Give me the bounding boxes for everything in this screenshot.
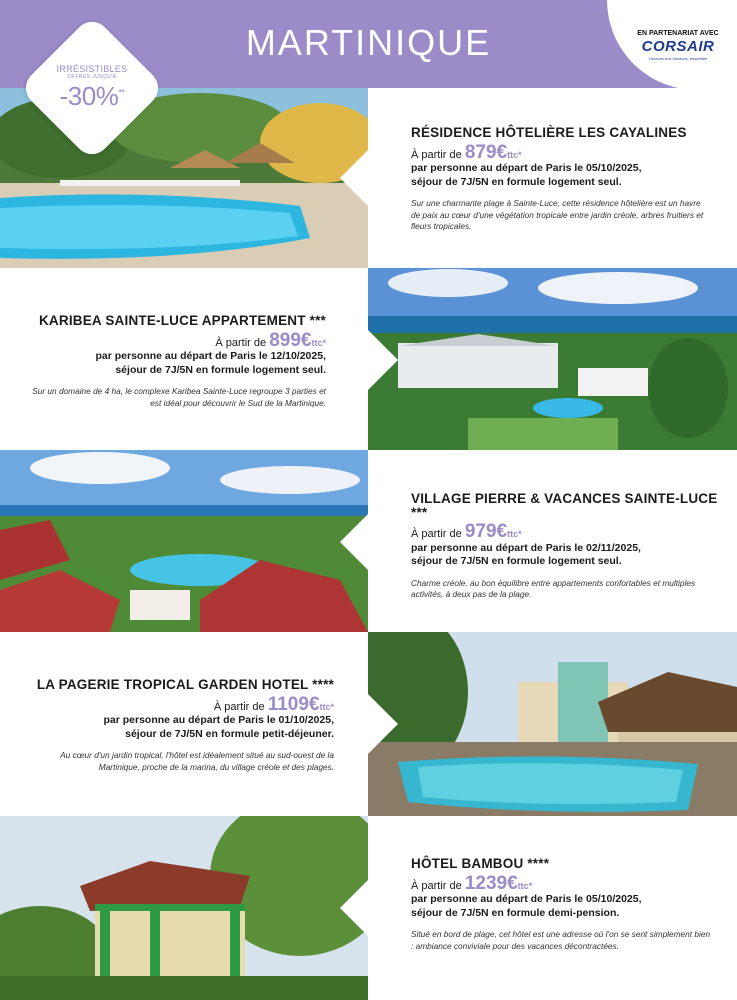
hotel-description: Au cœur d'un jardin tropical, l'hôtel est idéalement situé au sud-ouest de la Martinique, proche de la marina, du village créole et des plages. xyxy=(60,750,334,772)
price-line: À partir de 1109€ttc* xyxy=(213,693,334,715)
offer-cayalines xyxy=(411,126,711,233)
offer-pierre-vacances xyxy=(411,492,721,601)
price: 1239€ xyxy=(464,872,518,894)
offer-pagerie xyxy=(20,678,334,773)
promo-discount: -30%** xyxy=(59,81,125,111)
stay-text: séjour de 7J/5N en formule petit-déjeuner. xyxy=(125,727,334,740)
departure-text: par personne au départ de Paris le 05/10/2025, xyxy=(411,893,642,905)
hotel-description: Situé en bord de plage, cet hôtel est une adresse où l'on se sent simplement bien : ambiance conviviale pour des vacances décontractées. xyxy=(411,929,711,951)
price: 879€ xyxy=(464,141,508,163)
offer-karibea xyxy=(20,314,326,409)
promo-line2: OFFRES JUSQU'À xyxy=(67,74,117,80)
photo-bambou xyxy=(0,816,368,1000)
photo-pierre-vacances xyxy=(0,450,368,632)
stay-text: séjour de 7J/5N en formule logement seul. xyxy=(411,175,622,188)
price: 899€ xyxy=(269,329,312,351)
hotel-name: LA PAGERIE TROPICAL GARDEN HOTEL **** xyxy=(36,677,334,692)
corsair-tagline: Ouvrons nos horizons, ensemble xyxy=(648,56,708,61)
price: 979€ xyxy=(464,521,508,542)
promo-text xyxy=(40,64,144,112)
photo-karibea xyxy=(368,268,737,450)
price: 1109€ xyxy=(267,693,320,715)
price-line: À partir de 879€ttc* xyxy=(411,141,522,163)
stay-text: séjour de 7J/5N en formule demi-pension. xyxy=(411,906,620,919)
hotel-description: Sur une charmante plage à Sainte-Luce, cette résidence hôtelière est un havre de paix au cœur d'une végétation tropicale entre jardin créole, arbres fruitiers et fleurs tropicales. xyxy=(411,198,704,231)
photo-pagerie xyxy=(368,632,737,816)
partner-label: EN PARTENARIAT AVEC xyxy=(637,30,719,37)
page-title: MARTINIQUE xyxy=(245,22,492,63)
stay-text: séjour de 7J/5N en formule logement seul. xyxy=(411,555,622,567)
price-line: À partir de 979€ttc* xyxy=(411,521,522,542)
price-line: À partir de 1239€ttc* xyxy=(411,872,533,894)
stay-text: séjour de 7J/5N en formule logement seul. xyxy=(115,363,326,376)
departure-text: par personne au départ de Paris le 12/10/2025, xyxy=(95,350,326,362)
departure-text: par personne au départ de Paris le 02/11/2025, xyxy=(411,541,641,554)
hotel-name: HÔTEL BAMBOU **** xyxy=(411,856,550,871)
hotel-description: Charme créole, au bon équilibre entre appartements confortables et multiples activités, à deux pas de la plage. xyxy=(411,577,696,599)
price-line: À partir de 899€ttc* xyxy=(215,329,326,351)
hotel-name: RÉSIDENCE HÔTELIÈRE LES CAYALINES xyxy=(411,125,687,140)
departure-text: par personne au départ de Paris le 05/10/2025, xyxy=(411,162,642,174)
departure-text: par personne au départ de Paris le 01/10/2025, xyxy=(103,714,334,726)
hotel-description: Sur un domaine de 4 ha, le complexe Karibea Sainte-Luce regroupe 3 parties et est idéal pour découvrir le Sud de la Martinique. xyxy=(32,386,326,408)
promo-line1: IRRÉSISTIBLES xyxy=(56,64,128,74)
offer-bambou xyxy=(411,857,711,952)
corsair-logo: CORSAIR xyxy=(641,38,715,55)
hotel-name: KARIBEA SAINTE-LUCE APPARTEMENT *** xyxy=(38,313,326,328)
hotel-name: VILLAGE PIERRE & VACANCES SAINTE-LUCE *** xyxy=(411,491,718,520)
